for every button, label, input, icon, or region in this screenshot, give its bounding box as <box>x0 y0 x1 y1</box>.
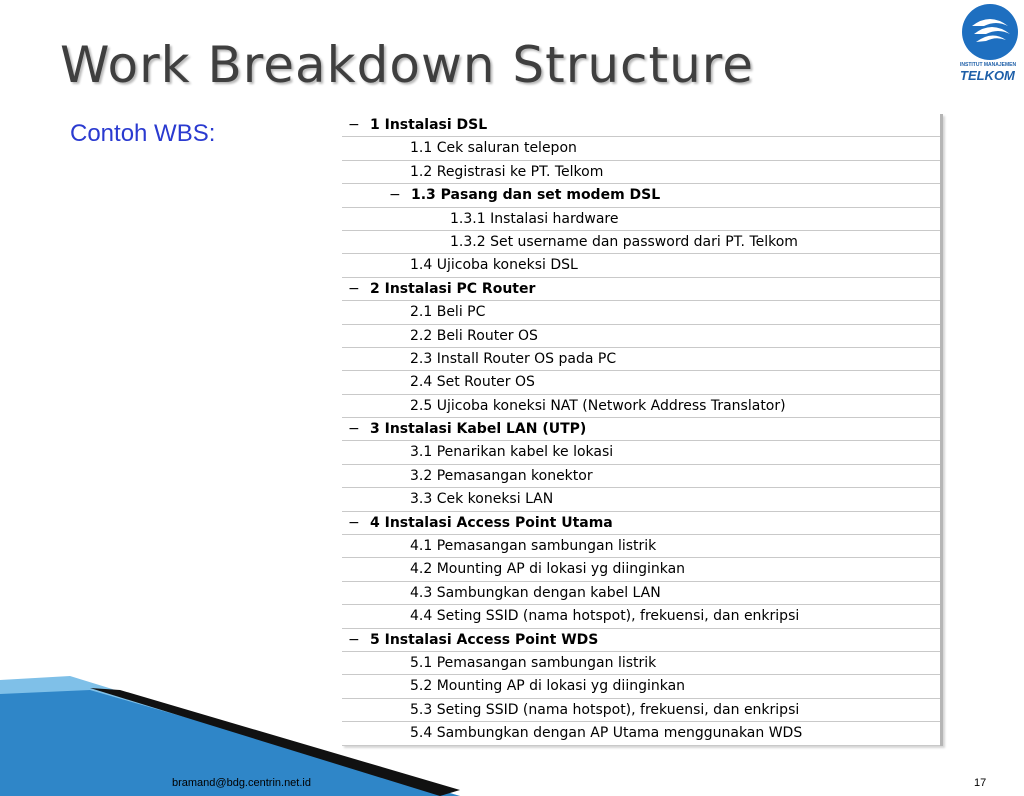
footer-decoration <box>0 640 460 796</box>
wbs-row-label: 2 Instalasi PC Router <box>370 280 536 297</box>
wbs-row-label: 1.4 Ujicoba koneksi DSL <box>410 257 578 274</box>
wbs-row-label: 5.1 Pemasangan sambungan listrik <box>410 654 657 671</box>
collapse-toggle-icon[interactable]: − <box>348 280 360 297</box>
wbs-row[interactable] <box>342 582 940 605</box>
slide-subtitle: Contoh WBS: <box>70 120 216 147</box>
wbs-row[interactable] <box>342 231 940 254</box>
wbs-row[interactable] <box>342 208 940 231</box>
wbs-row-label: 4.1 Pemasangan sambungan listrik <box>410 538 657 555</box>
wbs-row[interactable] <box>342 512 940 535</box>
wbs-row[interactable] <box>342 161 940 184</box>
wbs-row-label: 5.4 Sambungkan dengan AP Utama menggunakan WDS <box>410 725 803 742</box>
collapse-toggle-icon[interactable]: − <box>348 631 360 648</box>
wbs-row[interactable] <box>342 325 940 348</box>
wbs-row-label: 3.1 Penarikan kabel ke lokasi <box>410 444 614 461</box>
wbs-row[interactable] <box>342 395 940 418</box>
wbs-row[interactable] <box>342 254 940 277</box>
wbs-row[interactable] <box>342 488 940 511</box>
wbs-row-label: 4.2 Mounting AP di lokasi yg diinginkan <box>410 561 686 578</box>
wbs-row[interactable] <box>342 418 940 441</box>
wbs-row-label: 1.3.2 Set username dan password dari PT. Telkom <box>450 233 798 250</box>
wbs-row[interactable] <box>342 301 940 324</box>
wbs-row-label: 1.3 Pasang dan set modem DSL <box>411 187 661 204</box>
wbs-row[interactable] <box>342 278 940 301</box>
wbs-row-label: 2.5 Ujicoba koneksi NAT (Network Address Translator) <box>410 397 786 414</box>
wbs-row[interactable] <box>342 465 940 488</box>
collapse-toggle-icon[interactable]: − <box>348 514 360 531</box>
wbs-row-label: 5 Instalasi Access Point WDS <box>370 631 599 648</box>
wbs-row-label: 1.2 Registrasi ke PT. Telkom <box>410 163 604 180</box>
logo-brand-text: TELKOM <box>960 68 1015 83</box>
wbs-row-label: 3.2 Pemasangan konektor <box>410 467 593 484</box>
wbs-row[interactable] <box>342 605 940 628</box>
wbs-row[interactable] <box>342 137 940 160</box>
wbs-row-label: 2.4 Set Router OS <box>410 374 535 391</box>
wbs-row[interactable] <box>342 371 940 394</box>
wbs-row[interactable] <box>342 441 940 464</box>
wbs-row[interactable] <box>342 114 940 137</box>
wbs-row-label: 4 Instalasi Access Point Utama <box>370 514 613 531</box>
collapse-toggle-icon[interactable]: − <box>389 187 401 204</box>
wbs-row-label: 3.3 Cek koneksi LAN <box>410 491 554 508</box>
logo-small-text: INSTITUT MANAJEMEN <box>960 62 1017 68</box>
telkom-logo <box>958 4 1024 96</box>
wbs-row[interactable] <box>342 348 940 371</box>
wbs-row[interactable] <box>342 535 940 558</box>
wbs-row-label: 4.4 Seting SSID (nama hotspot), frekuensi, dan enkripsi <box>410 608 800 625</box>
footer-email: bramand@bdg.centrin.net.id <box>172 777 311 789</box>
wbs-row-label: 2.1 Beli PC <box>410 304 486 321</box>
collapse-toggle-icon[interactable]: − <box>348 421 360 438</box>
page-number: 17 <box>974 777 987 789</box>
slide-title: Work Breakdown Structure <box>60 36 755 94</box>
wbs-row[interactable] <box>342 558 940 581</box>
wbs-row-label: 2.2 Beli Router OS <box>410 327 538 344</box>
wbs-row[interactable] <box>342 184 940 207</box>
wbs-row-label: 4.3 Sambungkan dengan kabel LAN <box>410 584 661 601</box>
wbs-row-label: 1.1 Cek saluran telepon <box>410 140 577 157</box>
logo-emblem-icon <box>962 4 1018 60</box>
collapse-toggle-icon[interactable]: − <box>348 117 360 133</box>
wbs-row-label: 1.3.1 Instalasi hardware <box>450 210 619 227</box>
wbs-row-label: 3 Instalasi Kabel LAN (UTP) <box>370 421 587 438</box>
wbs-row-label: 5.2 Mounting AP di lokasi yg diinginkan <box>410 678 686 695</box>
wbs-row-label: 2.3 Install Router OS pada PC <box>410 350 617 367</box>
wbs-row-label: 5.3 Seting SSID (nama hotspot), frekuensi, dan enkripsi <box>410 701 800 718</box>
wbs-row-label: 1 Instalasi DSL <box>370 117 488 133</box>
